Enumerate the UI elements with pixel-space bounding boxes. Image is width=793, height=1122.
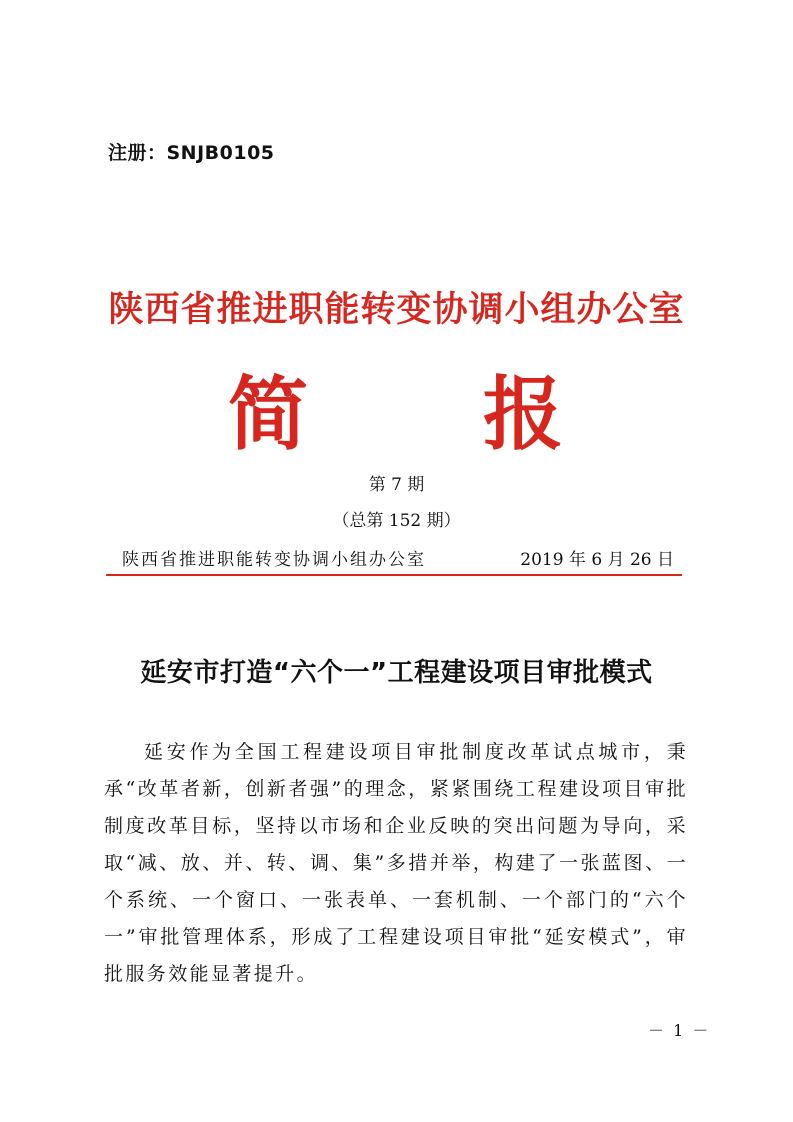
- issue-date: 2019 年 6 月 26 日: [520, 550, 674, 570]
- registration-number: 注册：SNJB0105: [108, 142, 275, 164]
- article-title: 延安市打造“六个一”工程建设项目审批模式: [140, 658, 653, 688]
- article-paragraph: 延安作为全国工程建设项目审批制度改革试点城市，秉承“改革者新，创新者强”的理念，紧紧围绕工程建设项目审批制度改革目标，坚持以市场和企业反映的突出问题为导向，采取“减、放、并、转、调、集”多措并举，构建了一张蓝图、一个系统、一个窗口、一张表单、一套机制、一个部门的“六个一”审批管理体系，形成了工程建设项目审批“延安模式”，审批服务效能显著提升。: [104, 741, 688, 985]
- masthead-title: [228, 370, 563, 460]
- masthead-left-char: 简: [228, 368, 308, 461]
- organization-header: 陕西省推进职能转变协调小组办公室: [108, 290, 685, 330]
- issue-total: （总第 152 期）: [332, 511, 461, 531]
- issue-number: 第 7 期: [368, 475, 425, 495]
- header-divider: [106, 574, 682, 576]
- masthead-right-char: 报: [483, 368, 563, 461]
- issuer-name: 陕西省推进职能转变协调小组办公室: [122, 550, 426, 570]
- dateline: [122, 545, 674, 570]
- page-number: － 1 －: [648, 1021, 711, 1040]
